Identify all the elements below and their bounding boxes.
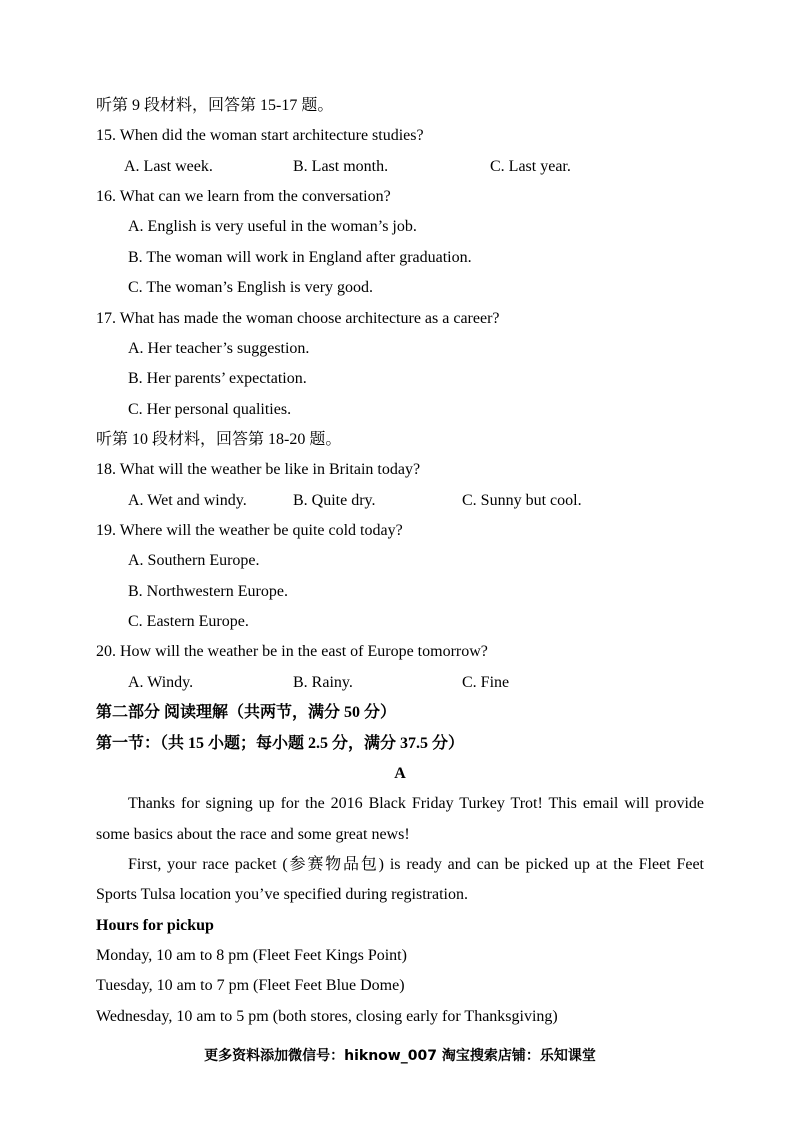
option-c: C. Fine (462, 673, 510, 691)
option-a: A. Southern Europe. (128, 552, 260, 570)
option-b: B. Her parents’ expectation. (128, 370, 307, 388)
listening-group-10 (96, 425, 704, 698)
option-c: C. Her personal qualities. (128, 400, 292, 418)
question-stem: 17. What has made the woman choose architecture as a career? (96, 309, 500, 327)
question-stem: 20. How will the weather be in the east of Europe tomorrow? (96, 643, 488, 661)
passage-line: First, your race packet (参赛物品包) is ready and can be picked up at the Fleet Feet (128, 855, 704, 873)
listening-heading: 听第 10 段材料，回答第 18-20 题。 (96, 430, 342, 448)
option-c: C. Sunny but cool. (462, 491, 582, 509)
option-c: C. Last year. (490, 157, 571, 175)
question-stem: 18. What will the weather be like in Britain today? (96, 461, 421, 479)
option-c: C. The woman’s English is very good. (128, 279, 374, 297)
options-row (96, 486, 704, 516)
passage-label: A (394, 764, 406, 782)
options-row (96, 152, 704, 182)
hours-item: Tuesday, 10 am to 7 pm (Fleet Feet Blue Dome) (96, 977, 405, 995)
option-a: A. Wet and windy. (128, 491, 247, 509)
reading-section (96, 698, 704, 1032)
option-a: A. Last week. (124, 157, 213, 175)
question-stem: 15. When did the woman start architecture studies? (96, 127, 424, 145)
option-a: A. English is very useful in the woman’s job. (128, 218, 417, 236)
options-row (96, 668, 704, 698)
hours-item: Monday, 10 am to 8 pm (Fleet Feet Kings Point) (96, 947, 407, 965)
option-a: A. Her teacher’s suggestion. (128, 339, 310, 357)
hours-title: Hours for pickup (96, 916, 214, 934)
option-c: C. Eastern Europe. (128, 613, 249, 631)
option-b: B. Northwestern Europe. (128, 582, 288, 600)
option-b: B. Rainy. (293, 673, 353, 691)
listening-heading: 听第 9 段材料，回答第 15-17 题。 (96, 97, 334, 114)
passage-line: Sports Tulsa location you’ve specified during registration. (96, 886, 468, 904)
passage-line: Thanks for signing up for the 2016 Black Friday Turkey Trot! This email will provide (128, 795, 704, 813)
section-title: 第一节：（共 15 小题；每小题 2.5 分，满分 37.5 分） (96, 734, 465, 752)
question-stem: 16. What can we learn from the conversation? (96, 188, 391, 206)
option-b: B. Last month. (293, 157, 389, 175)
hours-item: Wednesday, 10 am to 5 pm (both stores, closing early for Thanksgiving) (96, 1007, 558, 1025)
option-a: A. Windy. (128, 673, 194, 691)
part-title: 第二部分 阅读理解（共两节，满分 50 分） (96, 704, 397, 722)
option-b: B. Quite dry. (293, 491, 376, 509)
question-stem: 19. Where will the weather be quite cold today? (96, 522, 403, 540)
passage-line: some basics about the race and some great news! (96, 825, 410, 843)
page-footer: 更多资料添加微信号：hiknow_007 淘宝搜索店铺：乐知课堂 (204, 1048, 596, 1064)
option-b: B. The woman will work in England after graduation. (128, 248, 472, 266)
page-content (96, 91, 704, 1032)
listening-group-9 (96, 91, 704, 425)
